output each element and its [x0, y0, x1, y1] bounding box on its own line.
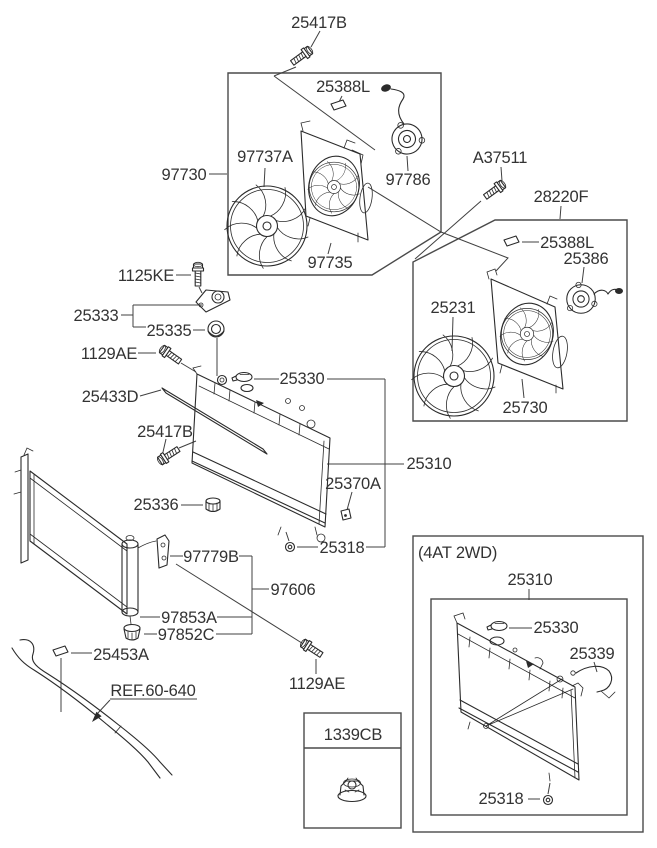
callout-25333: 25333 [73, 307, 119, 325]
callout-25386: 25386 [563, 250, 609, 268]
leader-25433d [140, 390, 161, 396]
grommet-25318-b [544, 796, 553, 805]
callout-ref-60-640: REF.60-640 [110, 682, 196, 700]
tag-25388l-b [504, 236, 519, 246]
ref-arrow-shaft [97, 700, 110, 714]
callout-97730: 97730 [161, 166, 207, 184]
leader-97786 [407, 156, 408, 171]
callout-4at2wd: (4AT 2WD) [418, 544, 498, 562]
callout-97779b: 97779B [183, 548, 239, 566]
radiator-25310-4at [454, 613, 615, 805]
fan-blade-97737a [224, 185, 308, 269]
callout-25730: 25730 [502, 399, 548, 417]
callout-25318-b: 25318 [478, 790, 524, 808]
bracket-97779b-part [157, 535, 169, 568]
callout-25339: 25339 [569, 645, 615, 663]
callout-25417b-b: 25417B [137, 423, 193, 441]
callout-97737a: 97737A [237, 148, 293, 166]
callout-25370a: 25370A [325, 475, 381, 493]
fan-motor-25386 [567, 282, 623, 313]
leader-25318-b [528, 783, 550, 799]
callout-25335: 25335 [146, 322, 192, 340]
leader-25370a [347, 492, 352, 510]
fan-blade-25231 [411, 335, 495, 419]
bracket-97606 [216, 556, 269, 634]
shroud-25730 [487, 269, 570, 393]
drain-plug-25336 [206, 498, 220, 512]
callout-97606: 97606 [270, 581, 316, 599]
grommet-97852c-part [124, 625, 140, 641]
callout-25433d: 25433D [81, 388, 139, 406]
callout-a37511: A37511 [472, 149, 528, 167]
callout-25453a: 25453A [93, 646, 149, 664]
tag-25388l-a [331, 100, 346, 110]
callout-1125ke: 1125KE [117, 267, 175, 285]
leader-25339 [594, 662, 597, 672]
leader-97735 [328, 243, 331, 254]
push-nut-1339cb [338, 778, 366, 802]
callout-25310-b: 25310 [507, 571, 553, 589]
callout-25388l-a: 25388L [316, 78, 370, 96]
leader-25386 [582, 267, 584, 283]
leader-97737a [264, 168, 265, 187]
bracket-25310-a [327, 379, 404, 547]
shroud-97735 [301, 121, 374, 242]
bolt-25417b-b [156, 444, 182, 466]
seal-strip-25433d [162, 388, 267, 454]
grommet-25318-a [286, 543, 295, 552]
radiator-25310 [192, 366, 330, 552]
callout-25231: 25231 [430, 299, 476, 317]
bolt-1125ke [193, 262, 204, 286]
callout-97853a: 97853A [161, 609, 217, 627]
callout-25388l-b: 25388L [540, 234, 594, 252]
bracket-25333-part [196, 290, 230, 312]
cap-25330-a [232, 373, 252, 382]
leader-25231 [452, 317, 453, 351]
tag-25453a [53, 646, 68, 656]
callout-1129ae-b: 1129AE [288, 675, 346, 693]
fan-motor-97786 [380, 83, 427, 157]
callout-97786: 97786 [385, 171, 431, 189]
clip-25370a [341, 509, 351, 520]
callout-97735: 97735 [307, 254, 353, 272]
callout-1339cb: 1339CB [323, 726, 383, 744]
callout-97852c: 97852C [157, 626, 215, 644]
insulator-25335-part [208, 321, 224, 337]
callout-1129ae-a: 1129AE [80, 345, 138, 363]
callout-25330-a: 25330 [279, 370, 325, 388]
bolt-25417b-top [289, 45, 315, 68]
bolt-1129ae-a [157, 344, 183, 367]
callout-labels [74, 14, 615, 808]
leader-25318-a [286, 532, 318, 547]
callout-28220f: 28220F [533, 188, 589, 206]
leader-28220f [560, 206, 561, 219]
condenser-97606 [14, 448, 169, 640]
leader-1125ke [176, 275, 202, 293]
callout-25310-a: 25310 [406, 455, 452, 473]
bolt-a37511 [482, 179, 508, 202]
cap-25330-b [487, 622, 507, 631]
bolt-1129ae-b [299, 637, 325, 659]
leader-25730 [522, 379, 524, 398]
callout-25318-a: 25318 [319, 539, 365, 557]
callout-25336: 25336 [133, 496, 179, 514]
callout-25417b-top: 25417B [291, 14, 347, 32]
overflow-hose-25339 [571, 666, 615, 698]
leader-25453a [61, 653, 92, 712]
callout-25330-b: 25330 [533, 619, 579, 637]
